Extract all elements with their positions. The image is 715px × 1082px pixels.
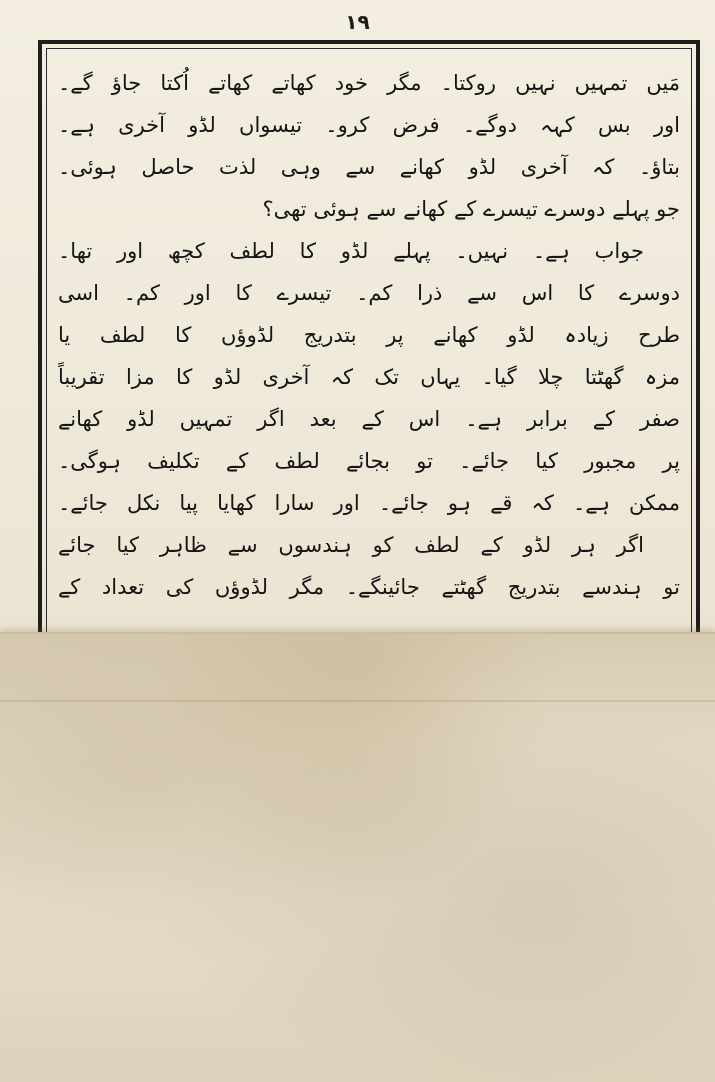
text-line: طرح زیادہ لڈو کھانے پر بتدریج لڈوؤں کا لطف یا bbox=[58, 323, 680, 347]
text-line: اگر ہر لڈو کے لطف کو ہندسوں سے ظاہر کیا جائے bbox=[58, 533, 644, 557]
text-line: صفر کے برابر ہے۔ اس کے بعد اگر تمہیں لڈو کھانے bbox=[58, 407, 680, 431]
text-line: اور بس کہہ دوگے۔ فرض کرو۔ تیسواں لڈو آخری ہے۔ bbox=[58, 113, 680, 137]
text-line: تو ہندسے بتدریج گھٹتے جائینگے۔ مگر لڈوؤں کی تعداد کے bbox=[58, 575, 680, 599]
body-text bbox=[58, 62, 680, 608]
text-line: مزہ گھٹتا چلا گیا۔ یہاں تک کہ آخری لڈو کا مزا تقریباً bbox=[58, 365, 680, 389]
text-line: بتاؤ۔ کہ آخری لڈو کھانے سے وہی لذت حاصل ہوئی۔ bbox=[58, 155, 680, 179]
text-line: جواب ہے۔ نہیں۔ پہلے لڈو کا لطف کچھ اور تھا۔ bbox=[58, 239, 644, 263]
text-line: ممکن ہے۔ کہ قے ہو جائے۔ اور سارا کھایا پیا نکل جائے۔ bbox=[58, 491, 680, 515]
text-line: مَیں تمہیں نہیں روکتا۔ مگر خود کھاتے کھاتے اُکتا جاؤ گے۔ bbox=[58, 71, 680, 95]
paper-crease bbox=[0, 700, 715, 702]
text-line: دوسرے کا اس سے ذرا کم۔ تیسرے کا اور کم۔ اسی bbox=[58, 281, 680, 305]
text-line: جو پہلے دوسرے تیسرے کے کھانے سے ہوئی تھی؟ bbox=[262, 197, 680, 221]
page-number: ١٩ bbox=[345, 10, 370, 34]
text-line: پر مجبور کیا جائے۔ تو بجائے لطف کے تکلیف ہوگی۔ bbox=[58, 449, 680, 473]
